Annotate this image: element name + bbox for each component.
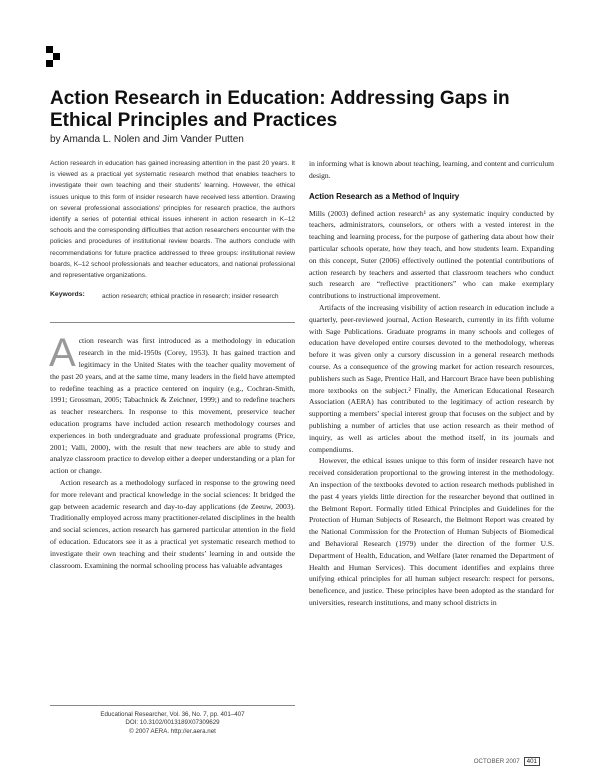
article-title: Action Research in Education: Addressing Gaps in Ethical Principles and Practices [50, 88, 510, 131]
keywords-label: Keywords: [50, 291, 85, 299]
keywords [50, 291, 295, 302]
paragraph: Action research as a methodology surfaced in response to the growing need for more relevant and practical knowledge in the social sciences: It bridged the gap between academic research and day-to-day applications (de Zeeuw, 2003). Traditionally employed across many practitioner-related disciplines in the health and social sciences, action research has garnered particular attention in the field of education. Educators see it as a practical yet systematic research method to investigate their own teaching and their students’ learning in and outside the classroom. Examining the normal schooling process has valuable advantages [50, 478, 295, 570]
corner-ornament [46, 60, 53, 67]
doi: DOI: 10.3102/0013189X07309629 [125, 719, 220, 727]
footer-divider [50, 705, 295, 706]
citation-footer [50, 711, 295, 736]
copyright: © 2007 AERA. http://er.aera.net [129, 727, 216, 735]
corner-ornament [53, 53, 60, 60]
issue-date: OCTOBER 2007 [473, 758, 520, 765]
drop-cap: A [49, 331, 76, 376]
abstract-divider [50, 322, 295, 323]
paragraph: However, the ethical issues unique to this form of insider research have not received consideration proportional to the growing interest in the methodology. An inspection of the textbooks devoted to action research methods published in the past 4 years yields little direction for the researcher beyond that outlined in the Belmont Report. Formally titled Ethical Principles and Guidelines for the Protection of Human Subjects of Research, the Belmont Report was created by the National Commission for the Protection of Human Subjects of Biomedical and Behavioral Research (1979) under the direction of the former U.S. Department of Health, Education, and Welfare (later renamed the Department of Health and Human Services). This document identifies and explains three unifying ethical principles for all human subject research: respect for persons, beneficence, and justice. These principles have been adopted as the standard for universities, research institutions, and many school districts in [309, 456, 554, 607]
keywords-text: action research; ethical practice in research; insider research [102, 293, 279, 301]
right-column [309, 158, 554, 609]
body-text-right [309, 158, 554, 609]
intro-text: ction research was first introduced as a methodology in education research in the mid-1950s (Corey, 1953). It has gained traction and legitimacy in the United States with the teacher quality movement of the past 20 years, and at the same time, many leaders in the field have attempted to redefine teaching as a practice centered on inquiry (e.g., Cochran-Smith, 1991; Grossman, 2005; Tabachnick & Zeichner, 1999;) and to redefine teachers as teacher researchers. In response to this movement, preservice teacher education programs have included action research methodology courses and experiences in both undergraduate and graduate professional programs (Price, 2001; Valli, 2000), with the result that new teachers are able to study and analyze classroom practice to develop either a deeper understanding or a plan for action or change. [50, 336, 295, 476]
running-footer [474, 757, 540, 766]
author-byline: by Amanda L. Nolen and Jim Vander Putten [50, 134, 244, 145]
section-heading: Action Research as a Method of Inquiry [309, 191, 460, 201]
left-column [50, 158, 295, 571]
corner-ornament [46, 46, 53, 53]
paragraph: Mills (2003) defined action research¹ as any systematic inquiry conducted by teachers, administrators, counselors, or others with a vested interest in the teaching and learning process, for the purpose of gathering data about how their particular schools operate, how they teach, and how students learn. Expanding on this concept, Suter (2006) effectively outlined the potential contributions of action research by teachers and asserted that classroom teachers who conduct such research are “reflective practitioners” who can make exemplary contributions to instructional improvement. [309, 208, 554, 301]
paragraph: Artifacts of the increasing visibility of action research in education include a quarterly, peer-reviewed journal, Action Research, currently in its fifth volume with Sage Publications. Graduate programs in many schools and colleges of education have developed entire courses devoted to the methodology, whereas before it was given only a cursory discussion in a general research methods course. As a consequence of the growing market for action research resources, publishers such as Sage, Prentice Hall, and Harcourt Brace have been publishing more textbooks on the subject.² Finally, the American Educational Research Association (AERA) has contributed to the legitimacy of action research by supporting a members’ special interest group that focuses on the subject and by publishing a number of articles that use action research as their method of inquiry, as well as articles about the method itself, in its journals and compendiums. [309, 302, 554, 454]
journal-citation: Educational Researcher, Vol. 36, No. 7, pp. 401–407 [100, 711, 245, 718]
body-text-left [49, 331, 295, 571]
intro-paragraph [49, 331, 295, 477]
abstract [50, 158, 295, 281]
page-number: 401 [524, 757, 540, 766]
abstract-text: Action research in education has gained increasing attention in the past 20 years. It is viewed as a practical yet systematic research method that enables teachers to investigate their own teaching and their students’ learning. However, the ethical issues unique to this form of insider research have received less attention. Drawing on several professional associations’ principles for research practice, the authors identify a series of potential ethical issues inherent in action research in K–12 schools and the corresponding difficulties that action researchers encounter with the policies and procedures of institutional review boards. The authors conclude with recommendations for future practice addressed to three groups: institutional review boards, K–12 school professionals and teacher educators, and national professional and representative organizations. [50, 160, 295, 280]
paragraph-continued: in informing what is known about teaching, learning, and content and curriculum design. [309, 159, 555, 180]
